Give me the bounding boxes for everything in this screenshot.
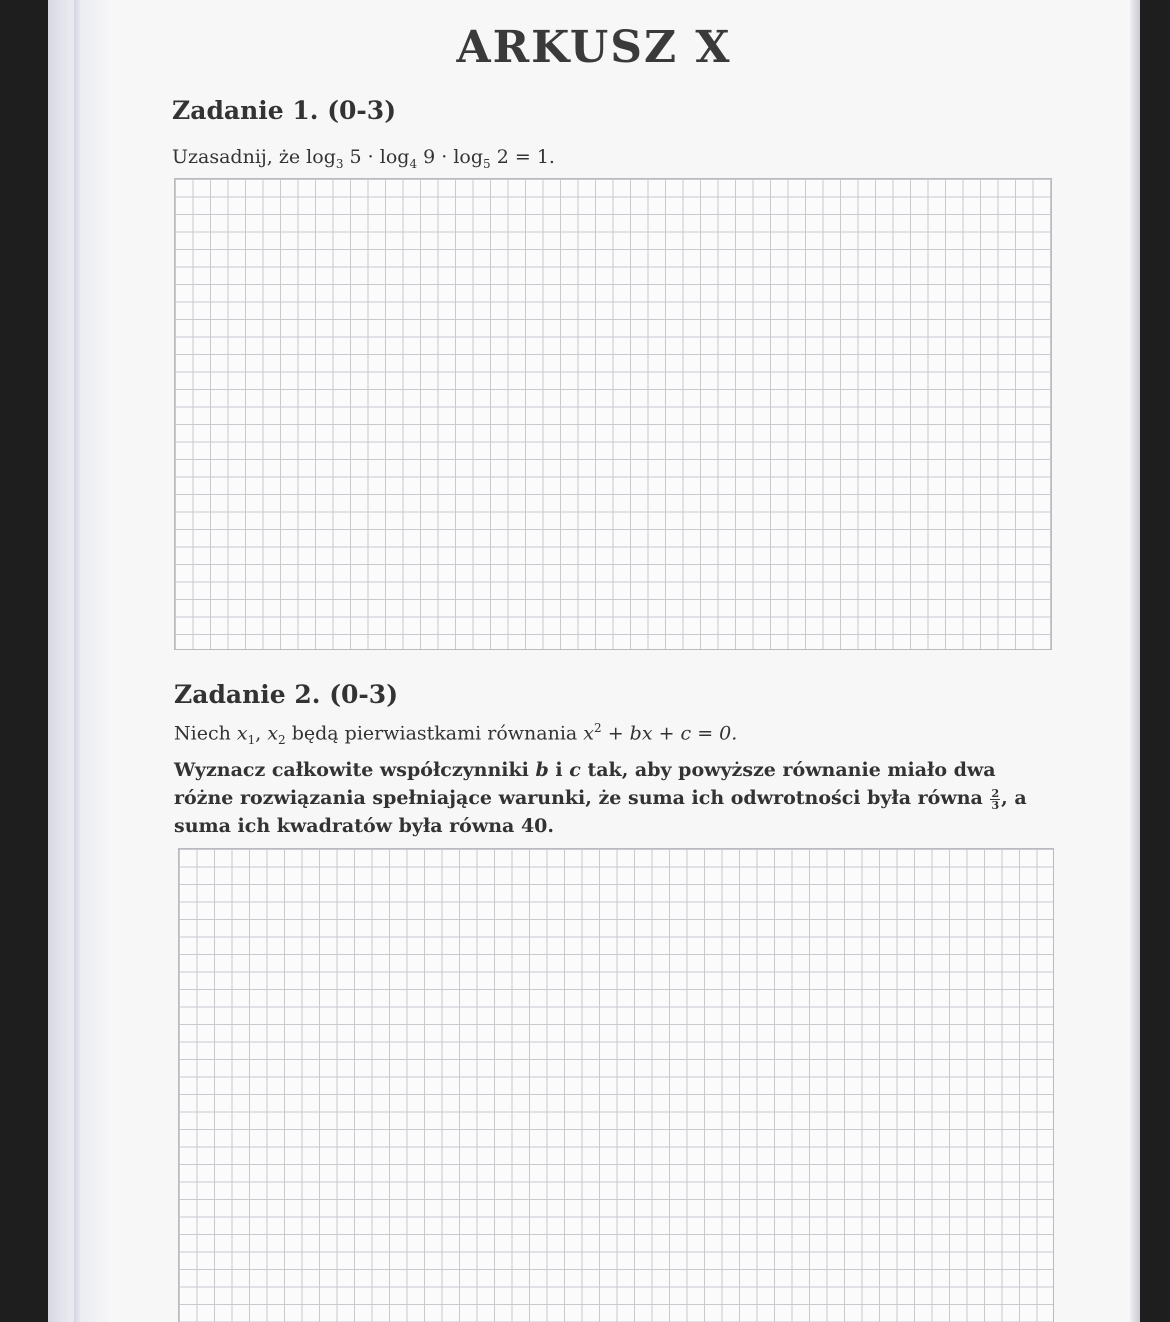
binding-line (74, 0, 80, 1322)
task-2-heading: Zadanie 2. (0-3) (174, 680, 399, 709)
page-edge (1130, 0, 1140, 1322)
task-1-text: Uzasadnij, że $\log_3 5 \cdot \log_4 9 \cdot \log_5 2 = 1$. (172, 146, 555, 171)
exam-page (48, 0, 1140, 1322)
task-1-answer-grid[interactable] (174, 178, 1052, 650)
task-2-condition: Niech $x_1$, $x_2$ będą pierwiastkami równania $x^2$ + bx + c = 0. (174, 721, 738, 748)
fraction-two-thirds: $\frac{2}{3}$ (991, 786, 1000, 812)
task-2-instruction: Wyznacz całkowite współczynniki b i c tak, aby powyższe równanie miało dwa różne rozwiązania spełniające warunki, że suma ich odwrotności była równa $\frac{2}{3}$ , a suma ich kwadratów była równa 40. (174, 759, 1027, 837)
task-2-answer-grid[interactable] (178, 848, 1054, 1322)
task-1-heading: Zadanie 1. (0-3) (172, 96, 397, 125)
sheet-title: ARKUSZ X (456, 22, 732, 73)
